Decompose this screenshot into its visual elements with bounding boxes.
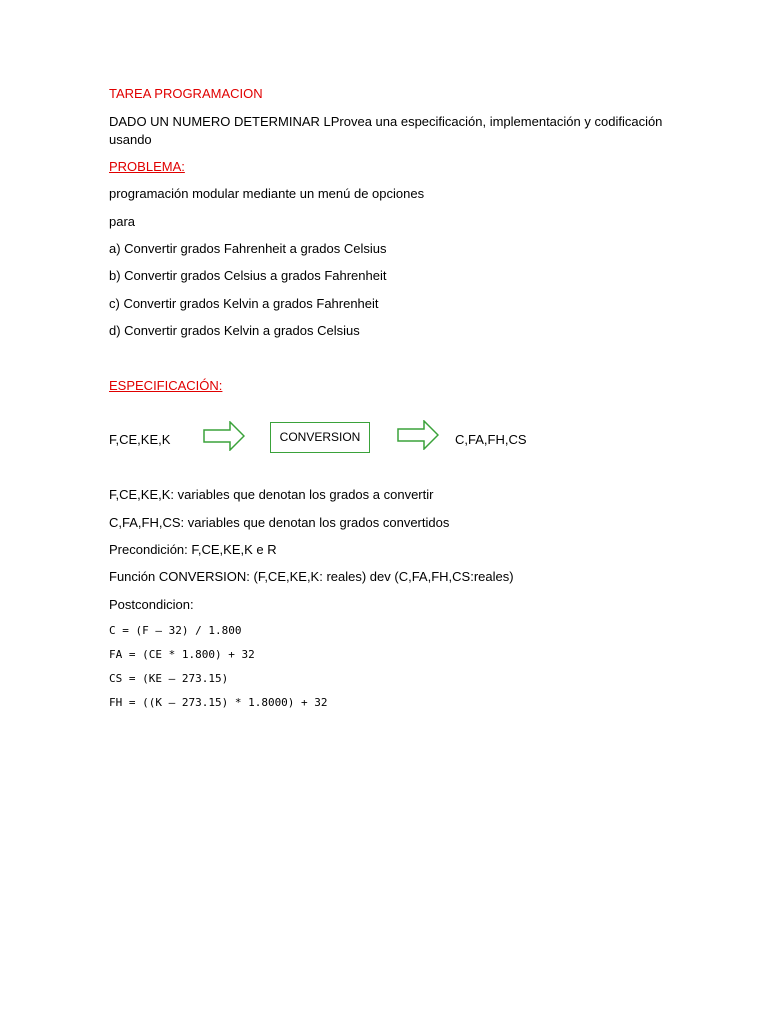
formula-line: C = (F – 32) / 1.800 [109,624,242,637]
spec-line: Precondición: F,CE,KE,K e R [109,542,277,557]
diagram-output: C,FA,FH,CS [455,432,527,447]
problem-line: para [109,214,136,229]
right-arrow-icon [397,420,439,450]
problem-line: programación modular mediante un menú de opciones [109,186,425,201]
spec-line: C,FA,FH,CS: variables que denotan los grados convertidos [109,515,450,530]
spec-line: Postcondicion: [109,597,194,612]
spec-line: Función CONVERSION: (F,CE,KE,K: reales) dev (C,FA,FH,CS:reales) [109,569,514,584]
intro-line-1: DADO UN NUMERO DETERMINAR LProvea una especificación, implementación y codificación [109,114,663,129]
problem-line: a) Convertir grados Fahrenheit a grados Celsius [109,241,387,256]
problem-line: d) Convertir grados Kelvin a grados Celsius [109,323,360,338]
intro-line-2: usando [109,132,152,147]
problem-heading: PROBLEMA: [109,159,185,174]
problem-line: b) Convertir grados Celsius a grados Fahrenheit [109,268,387,283]
diagram-input: F,CE,KE,K [109,432,171,447]
document-title: TAREA PROGRAMACION [109,86,263,101]
conversion-box [270,422,370,453]
problem-line: c) Convertir grados Kelvin a grados Fahrenheit [109,296,379,311]
formula-line: FH = ((K – 273.15) * 1.8000) + 32 [109,696,328,709]
right-arrow-icon [203,421,245,451]
conversion-label: CONVERSION [279,430,361,444]
formula-line: FA = (CE * 1.800) + 32 [109,648,255,661]
formula-line: CS = (KE – 273.15) [109,672,229,685]
spec-line: F,CE,KE,K: variables que denotan los grados a convertir [109,487,434,502]
spec-heading: ESPECIFICACIÓN: [109,378,223,393]
